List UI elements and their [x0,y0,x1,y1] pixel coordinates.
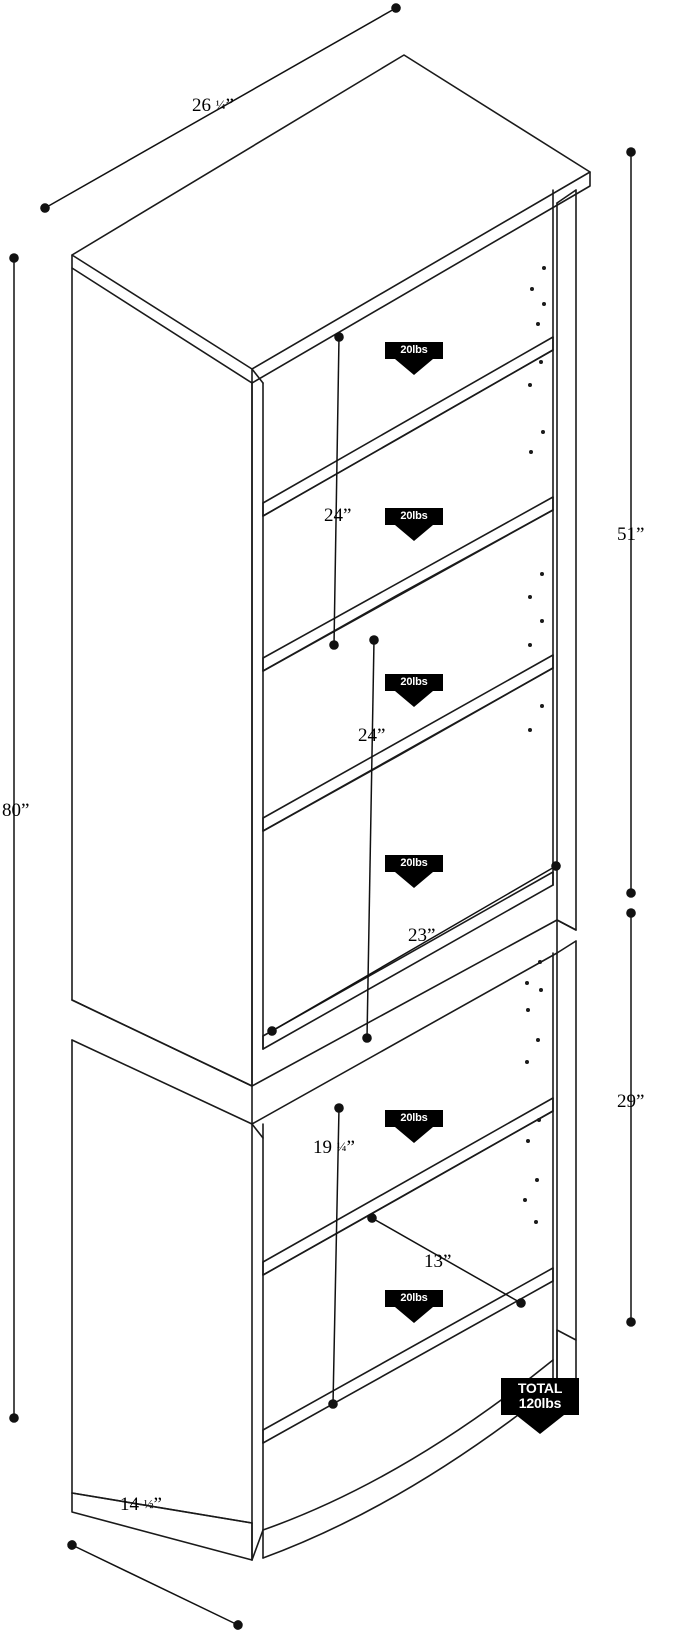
shelf-load-badge-6 [385,1290,443,1323]
shelf-load-badge-2-text: 20lbs [385,508,443,525]
label-shelf-depth-lower: 13” [424,1251,452,1272]
shelf-load-badge-1-text: 20lbs [385,342,443,359]
down-arrow-icon [395,872,433,888]
shelf-load-badge-6-text: 20lbs [385,1290,443,1307]
down-arrow-icon [516,1415,564,1434]
fraction-one-quarter: ¼ [215,97,226,112]
total-label: TOTAL [517,1380,563,1396]
shelf-load-badge-1 [385,342,443,375]
label-shelf-gap-1: 24” [324,505,352,526]
label-lower-section-height: 29” [617,1091,645,1112]
dimline-shelf-width-upper [272,866,556,1031]
label-shelf-width-upper: 23” [408,925,436,946]
dimline-base-depth [72,1545,238,1625]
total-value: 120lbs [518,1395,562,1411]
label-shelf-gap-2: 24” [358,725,386,746]
down-arrow-icon [395,525,433,541]
shelf-load-badge-5-text: 20lbs [385,1110,443,1127]
total-load-badge-text [501,1378,579,1415]
label-base-depth: 14 ½” [120,1494,162,1515]
shelf-load-badge-2 [385,508,443,541]
top-panel-surface [72,55,590,369]
down-arrow-icon [395,359,433,375]
bookcase-outline [72,55,590,1560]
shelf-load-badge-5 [385,1110,443,1143]
down-arrow-icon [395,1307,433,1323]
down-arrow-icon [395,1127,433,1143]
dimline-shelf-gap-1 [334,337,339,645]
shelf-load-badge-3-text: 20lbs [385,674,443,691]
shelf-pin-holes [523,266,546,1224]
label-upper-section-height: 51” [617,524,645,545]
fraction-one-quarter: ¼ [336,1139,347,1154]
shelf-load-badge-3 [385,674,443,707]
shelf-load-badge-4 [385,855,443,888]
label-shelf-gap-3: 19 ¼” [313,1137,355,1158]
total-load-badge [501,1378,579,1434]
fraction-one-half: ½ [143,1496,154,1511]
dimline-shelf-gap-2 [367,640,374,1038]
label-depth-top: 26 ¼” [192,95,234,116]
label-overall-height: 80” [2,800,30,821]
down-arrow-icon [395,691,433,707]
shelf-load-badge-4-text: 20lbs [385,855,443,872]
